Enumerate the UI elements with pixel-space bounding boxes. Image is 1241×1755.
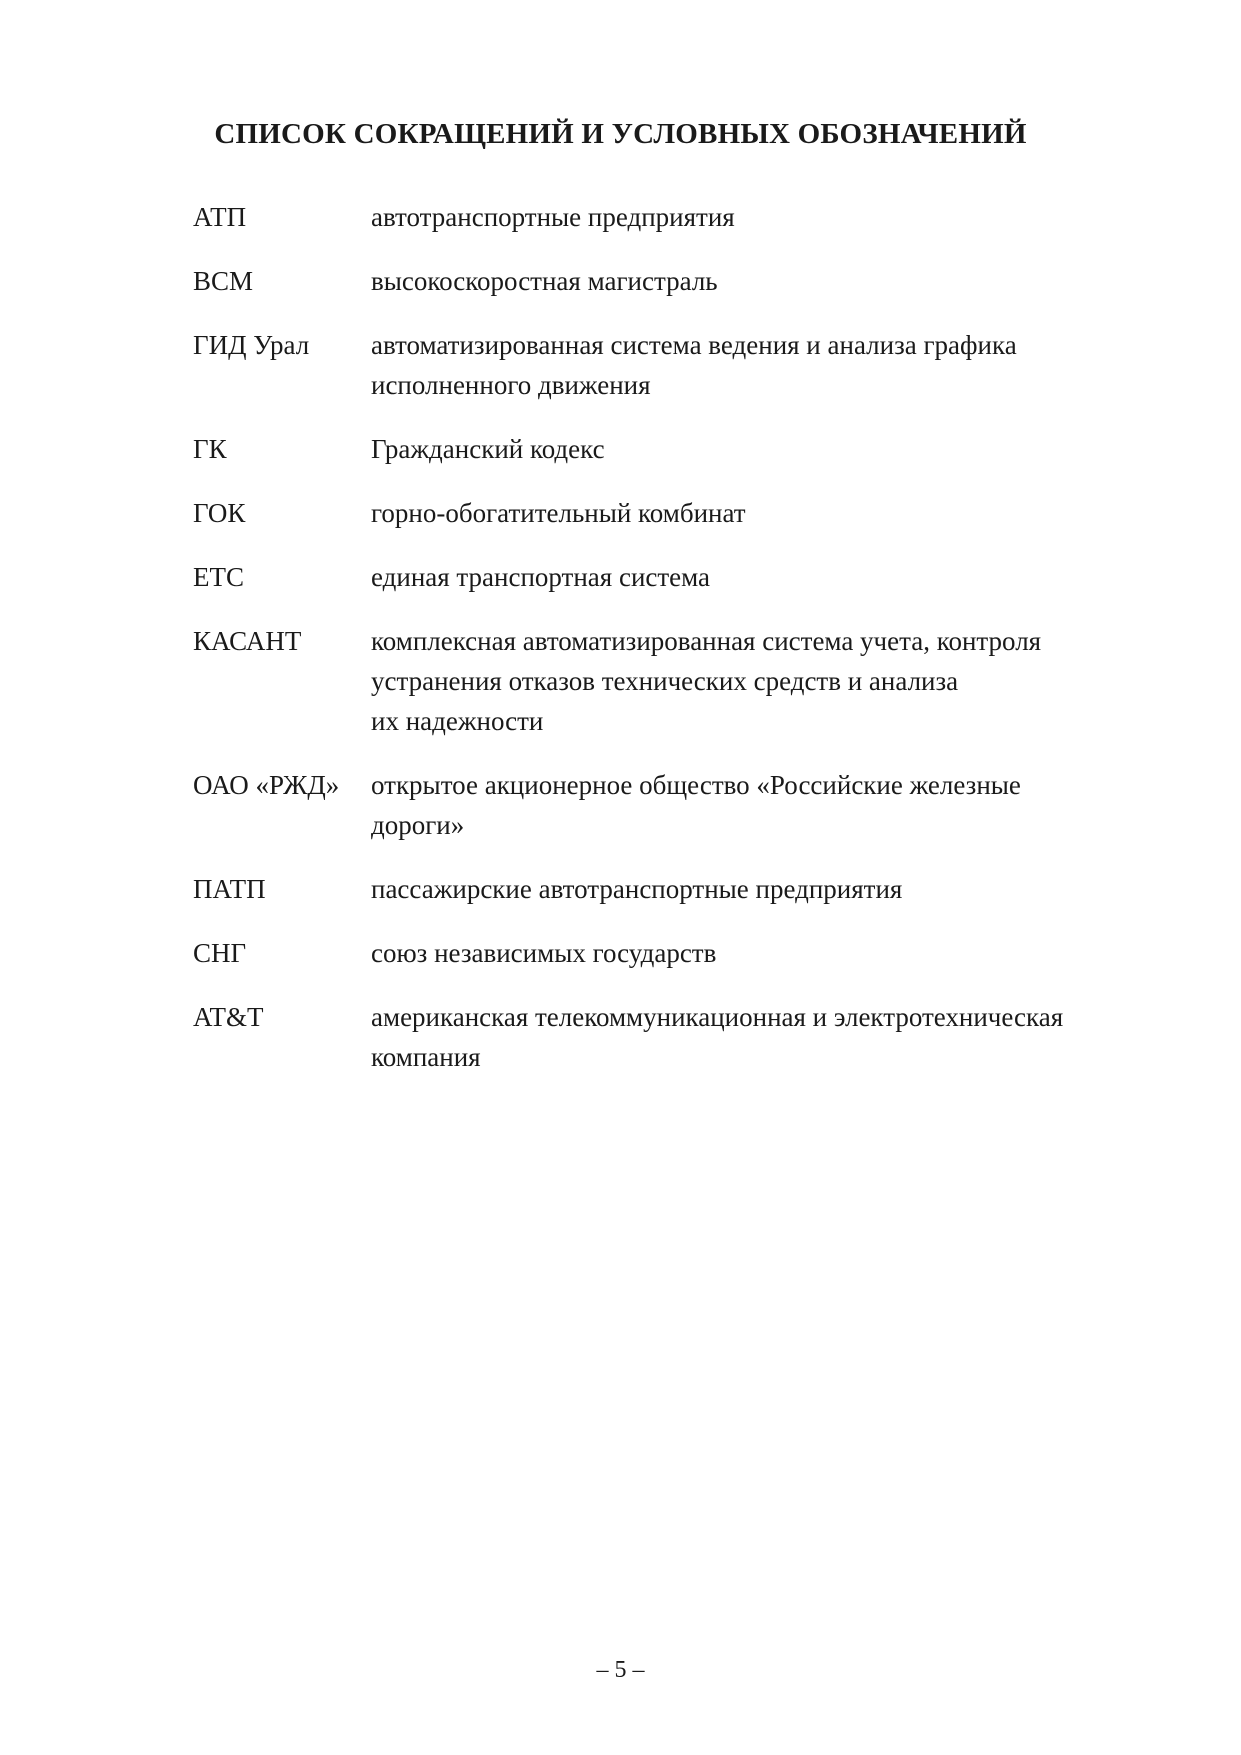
abbreviation-definition (371, 325, 1153, 405)
abbreviation-row (193, 765, 1153, 845)
abbreviation-list (193, 197, 1153, 1101)
abbreviation-row (193, 997, 1153, 1077)
definition-line: горно-обогатительный комбинат (371, 498, 746, 528)
definition-line: союз независимых государств (371, 938, 717, 968)
definition-line: автоматизированная система ведения и анализа графика (371, 330, 1017, 360)
abbreviation-definition (371, 621, 1153, 741)
abbreviation-term: СНГ (193, 938, 247, 968)
definition-line: компания (371, 1042, 481, 1072)
abbreviation-definition (371, 765, 1153, 845)
definition-line: их надежности (371, 706, 544, 736)
abbreviation-definition (371, 933, 1153, 973)
abbreviation-term: ГОК (193, 498, 246, 528)
abbreviation-row (193, 197, 1153, 237)
page-title: СПИСОК СОКРАЩЕНИЙ И УСЛОВНЫХ ОБОЗНАЧЕНИЙ (214, 118, 1027, 150)
abbreviation-term: АТП (193, 202, 247, 232)
abbreviation-row (193, 261, 1153, 301)
abbreviation-row (193, 429, 1153, 469)
abbreviation-term: ОАО «РЖД» (193, 770, 340, 800)
abbreviation-definition (371, 493, 1153, 533)
definition-line: дороги» (371, 810, 465, 840)
definition-line: единая транспортная система (371, 562, 711, 592)
page-number: – 5 – (596, 1657, 645, 1683)
abbreviation-row (193, 493, 1153, 533)
abbreviation-term: ЕТС (193, 562, 244, 592)
abbreviation-row (193, 933, 1153, 973)
definition-line: высокоскоростная магистраль (371, 266, 718, 296)
definition-line: исполненного движения (371, 370, 651, 400)
definition-line: пассажирские автотранспортные предприятия (371, 874, 903, 904)
abbreviation-term: AT&T (193, 1002, 264, 1032)
abbreviation-term: КАСАНТ (193, 626, 302, 656)
abbreviation-definition (371, 261, 1153, 301)
abbreviation-definition (371, 557, 1153, 597)
abbreviation-definition (371, 197, 1153, 237)
abbreviation-term: ГИД Урал (193, 330, 310, 360)
abbreviation-row (193, 621, 1153, 741)
definition-line: американская телекоммуникационная и электротехническая (371, 1002, 1064, 1032)
abbreviation-term: ПАТП (193, 874, 266, 904)
abbreviation-definition (371, 997, 1153, 1077)
definition-line: Гражданский кодекс (371, 434, 605, 464)
abbreviation-row (193, 557, 1153, 597)
definition-line: устранения отказов технических средств и анализа (371, 666, 959, 696)
abbreviation-term: ГК (193, 434, 227, 464)
definition-line: открытое акционерное общество «Российские железные (371, 770, 1021, 800)
abbreviation-definition (371, 429, 1153, 469)
abbreviation-row (193, 869, 1153, 909)
abbreviation-definition (371, 869, 1153, 909)
abbreviation-term: ВСМ (193, 266, 254, 296)
definition-line: комплексная автоматизированная система учета, контроля (371, 626, 1042, 656)
abbreviation-row (193, 325, 1153, 405)
definition-line: автотранспортные предприятия (371, 202, 735, 232)
